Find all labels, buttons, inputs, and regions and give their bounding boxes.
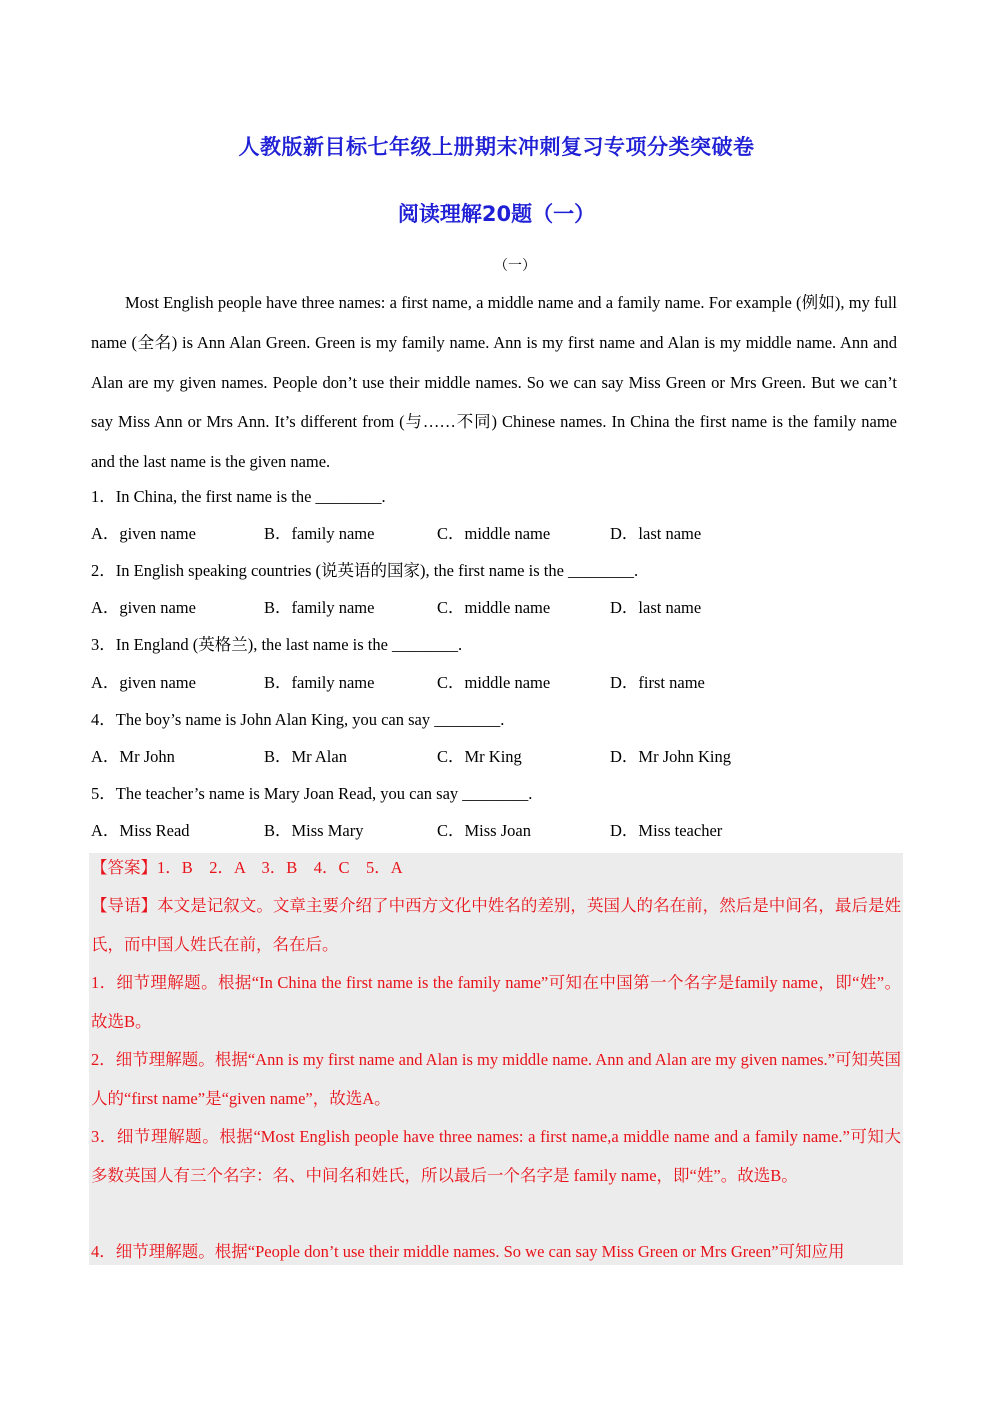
question-3-option-d: D．first name — [610, 673, 705, 692]
question-3-option-c: C．middle name — [437, 673, 551, 692]
question-2-option-a: A．given name — [91, 598, 196, 617]
question-2-option-b: B．family name — [264, 598, 375, 617]
question-2-stem: 2．In English speaking countries (说英语的国家), the first name is the ________. — [91, 561, 639, 580]
question-5-option-b: B．Miss Mary — [264, 821, 364, 840]
answer-intro: 【导语】本文是记叙文。文章主要介绍了中西方文化中姓名的差别，英国人的名在前，然后是中间名，最后是姓氏，而中国人姓氏在前，名在后。 — [91, 896, 901, 954]
explanation-4: 4．细节理解题。根据“People don’t use their middle names. So we can say Miss Green or Mrs Green”可知应用 — [91, 1242, 845, 1261]
question-1-option-d: D．last name — [610, 524, 702, 543]
question-3-stem: 3．In England (英格兰), the last name is the ________. — [91, 635, 463, 654]
question-3-option-a: A．given name — [91, 673, 196, 692]
explanation-1: 1．细节理解题。根据“In China the first name is the family name”可知在中国第一个名字是family name，即“姓”。故选B。 — [91, 973, 901, 1031]
question-5-option-d: D．Miss teacher — [610, 821, 723, 840]
question-4-option-c: C．Mr King — [437, 747, 522, 766]
question-1-option-a: A．given name — [91, 524, 196, 543]
question-4-option-d: D．Mr John King — [610, 747, 732, 766]
question-5-option-a: A．Miss Read — [91, 821, 190, 840]
explanation-3: 3．细节理解题。根据“Most English people have three names: a first name,a middle name and a family name.”可知大多数英国人有三个名字：名、中间名和姓氏，所以最后一个名字是 family name，即“姓”。故选B。 — [91, 1127, 901, 1185]
question-2-option-d: D．last name — [610, 598, 702, 617]
document-title: 人教版新目标七年级上册期末冲刺复习专项分类突破卷 — [238, 135, 755, 159]
question-2-option-c: C．middle name — [437, 598, 551, 617]
question-1-stem: 1．In China, the first name is the ________. — [91, 487, 386, 506]
question-4-option-a: A．Mr John — [91, 747, 175, 766]
question-5-option-c: C．Miss Joan — [437, 821, 531, 840]
reading-passage: Most English people have three names: a first name, a middle name and a family name. For example (例如), my full name (全名) is Ann Alan Green. Green is my family name. Ann is my first name and Alan is my middle name. Ann and Alan are my given names. People don’t use their middle names. So we can say Miss Green or Mrs Green. But we can’t say Miss Ann or Mrs Ann. It’s different from (与……不同) Chinese names. In China the first name is the family name and the last name is the given name. — [91, 293, 897, 472]
answer-key: 【答案】1．B 2．A 3．B 4．C 5．A — [91, 858, 403, 877]
question-4-option-b: B．Mr Alan — [264, 747, 347, 766]
question-4-stem: 4．The boy’s name is John Alan King, you can say ________. — [91, 710, 505, 729]
question-5-stem: 5．The teacher’s name is Mary Joan Read, you can say ________. — [91, 784, 533, 803]
question-1-option-b: B．family name — [264, 524, 375, 543]
document-subtitle: 阅读理解20题（一） — [397, 202, 596, 226]
question-1-option-c: C．middle name — [437, 524, 551, 543]
section-label: （一） — [494, 259, 536, 274]
explanation-2: 2．细节理解题。根据“Ann is my first name and Alan is my middle name. Ann and Alan are my given names.”可知英国人的“first name”是“given name”，故选A。 — [91, 1050, 901, 1108]
question-3-option-b: B．family name — [264, 673, 375, 692]
